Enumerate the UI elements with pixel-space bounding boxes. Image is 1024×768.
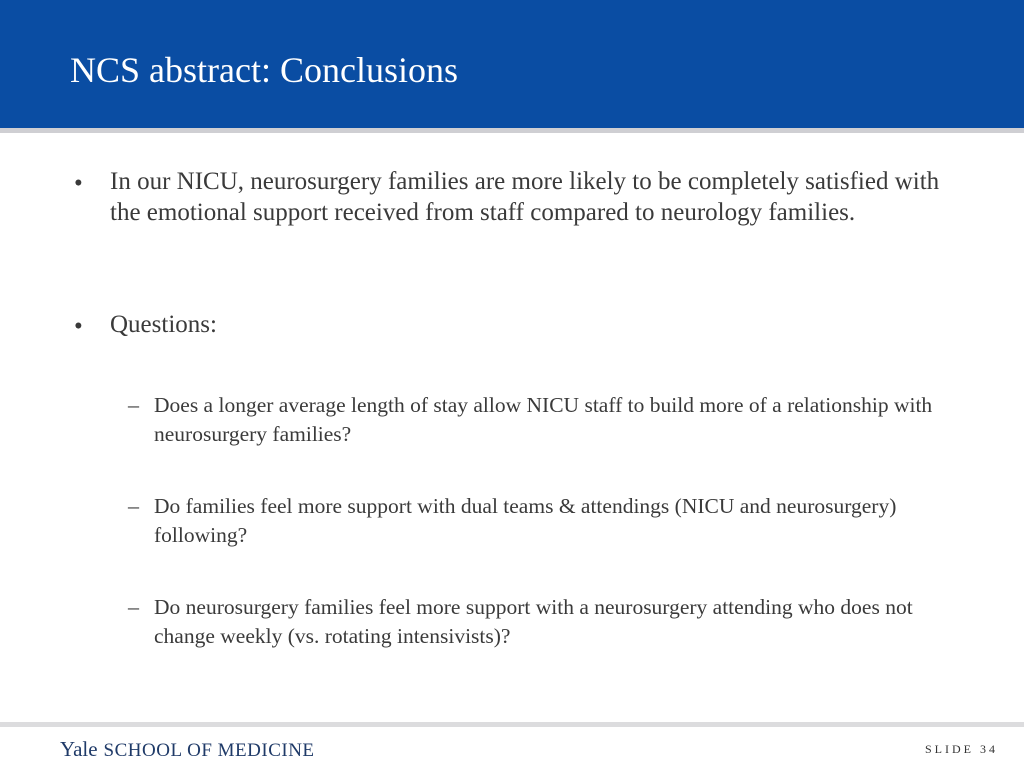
brand-school: SCHOOL OF MEDICINE xyxy=(103,740,315,761)
sub-bullet-marker: – xyxy=(128,493,139,518)
bullet-marker: • xyxy=(74,170,83,197)
yale-logo xyxy=(60,737,315,763)
title-bar xyxy=(0,0,1024,128)
footer-divider xyxy=(0,722,1024,727)
slide-number: SLIDE 34 xyxy=(925,742,998,756)
sub-bullet-attending: Do neurosurgery families feel more support with a neurosurgery attending who does not change weekly (vs. rotating intensivists)? xyxy=(154,595,913,648)
sub-bullet-length-of-stay: Does a longer average length of stay allow NICU staff to build more of a relationship with neurosurgery families? xyxy=(154,393,933,446)
slide-title: NCS abstract: Conclusions xyxy=(70,50,458,90)
bullet-marker: • xyxy=(74,313,83,340)
header-divider xyxy=(0,128,1024,133)
brand-yale: Yale xyxy=(60,737,98,761)
bullet-conclusion: In our NICU, neurosurgery families are more likely to be completely satisfied with the emotional support received from staff compared to neurology families. xyxy=(110,168,940,226)
sub-bullet-marker: – xyxy=(128,594,139,619)
sub-bullet-dual-teams: Do families feel more support with dual teams & attendings (NICU and neurosurgery) following? xyxy=(154,494,897,547)
sub-bullet-marker: – xyxy=(128,392,139,417)
bullet-questions: Questions: xyxy=(110,311,217,338)
